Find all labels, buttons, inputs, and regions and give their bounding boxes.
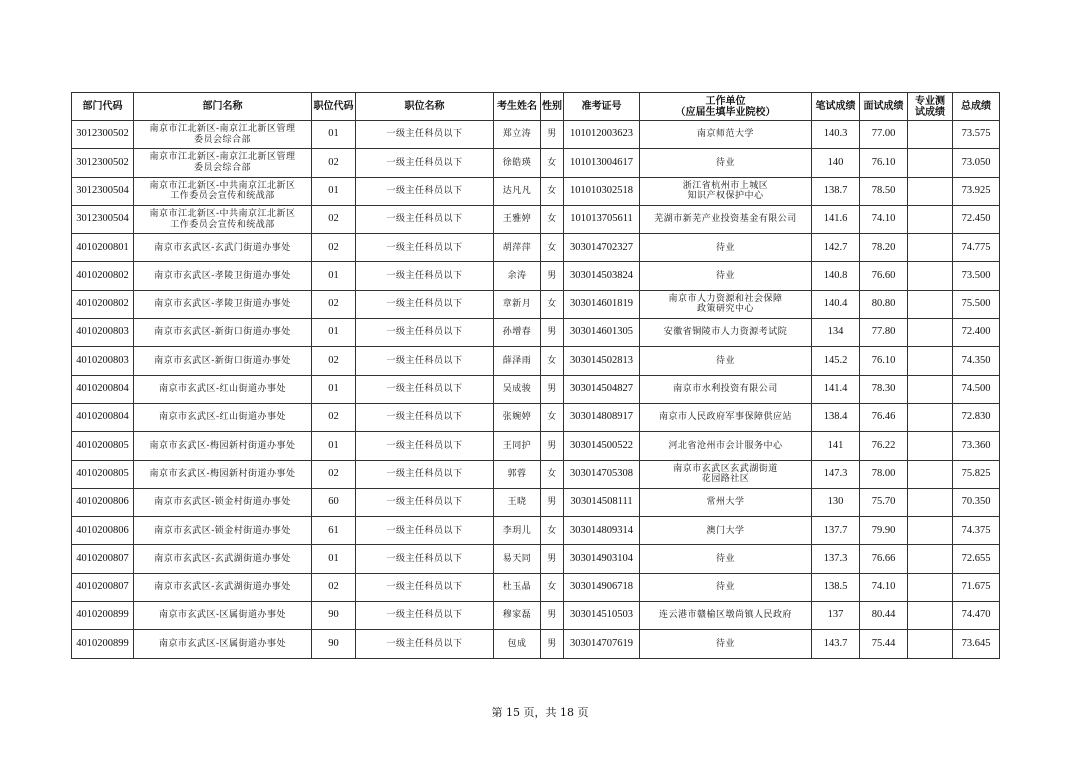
cell-dept-code: 4010200805 [72,432,134,460]
cell-gender: 男 [541,630,564,658]
cell-written-score: 143.7 [812,630,860,658]
cell-total-score: 70.350 [953,488,1000,516]
cell-total-score: 72.450 [953,205,1000,233]
cell-work-unit: 连云港市赣榆区墩尚镇人民政府 [640,602,812,630]
cell-interview-score: 80.80 [860,290,908,318]
cell-interview-score: 76.22 [860,432,908,460]
cell-position-name: 一级主任科员以下 [356,177,494,205]
cell-exam-number: 101013705611 [564,205,640,233]
cell-professional-score [908,432,953,460]
cell-candidate-name: 郑立涛 [494,121,541,149]
table-row [72,517,1000,545]
cell-total-score: 74.775 [953,234,1000,262]
header-dept-name: 部门名称 [134,93,312,121]
cell-position-code: 01 [312,432,356,460]
cell-work-unit: 安徽省铜陵市人力资源考试院 [640,319,812,347]
cell-candidate-name: 薛泽雨 [494,347,541,375]
cell-gender: 女 [541,205,564,233]
table-body [72,121,1000,659]
cell-professional-score [908,460,953,488]
cell-dept-code: 4010200805 [72,460,134,488]
cell-dept-code: 4010200804 [72,403,134,431]
cell-written-score: 142.7 [812,234,860,262]
cell-professional-score [908,205,953,233]
cell-interview-score: 78.20 [860,234,908,262]
results-table [71,92,1000,659]
cell-work-unit: 待业 [640,545,812,573]
cell-dept-code: 3012300502 [72,149,134,177]
cell-total-score: 72.400 [953,319,1000,347]
table-row [72,545,1000,573]
table-row [72,375,1000,403]
cell-position-code: 02 [312,205,356,233]
cell-written-score: 130 [812,488,860,516]
cell-dept-name: 南京市江北新区-中共南京江北新区 工作委员会宣传和统战部 [134,205,312,233]
cell-exam-number: 303014705308 [564,460,640,488]
cell-written-score: 140.3 [812,121,860,149]
cell-position-name: 一级主任科员以下 [356,602,494,630]
cell-professional-score [908,602,953,630]
cell-gender: 男 [541,121,564,149]
cell-candidate-name: 达凡凡 [494,177,541,205]
cell-written-score: 140 [812,149,860,177]
cell-position-code: 02 [312,290,356,318]
cell-work-unit: 待业 [640,149,812,177]
cell-position-code: 61 [312,517,356,545]
cell-work-unit: 待业 [640,234,812,262]
cell-total-score: 72.655 [953,545,1000,573]
cell-candidate-name: 章新月 [494,290,541,318]
cell-dept-name: 南京市玄武区-梅园新村街道办事处 [134,460,312,488]
cell-written-score: 138.4 [812,403,860,431]
cell-position-code: 02 [312,347,356,375]
cell-dept-name: 南京市玄武区-锁金村街道办事处 [134,488,312,516]
cell-position-code: 01 [312,375,356,403]
cell-dept-code: 4010200803 [72,347,134,375]
cell-dept-name: 南京市玄武区-玄武门街道办事处 [134,234,312,262]
cell-dept-name: 南京市玄武区-红山街道办事处 [134,403,312,431]
cell-interview-score: 80.44 [860,602,908,630]
cell-candidate-name: 张婉婷 [494,403,541,431]
table-row [72,630,1000,658]
cell-professional-score [908,234,953,262]
cell-written-score: 140.8 [812,262,860,290]
cell-dept-name: 南京市玄武区-锁金村街道办事处 [134,517,312,545]
cell-gender: 女 [541,149,564,177]
header-written-score: 笔试成绩 [812,93,860,121]
cell-dept-name: 南京市玄武区-区属街道办事处 [134,630,312,658]
cell-dept-name: 南京市江北新区-南京江北新区管理 委员会综合部 [134,149,312,177]
cell-interview-score: 78.00 [860,460,908,488]
cell-interview-score: 76.10 [860,347,908,375]
cell-gender: 男 [541,488,564,516]
cell-position-code: 02 [312,403,356,431]
cell-candidate-name: 王晓 [494,488,541,516]
cell-dept-code: 4010200803 [72,319,134,347]
cell-candidate-name: 李玥儿 [494,517,541,545]
cell-work-unit: 澳门大学 [640,517,812,545]
cell-gender: 女 [541,573,564,601]
header-interview-score: 面试成绩 [860,93,908,121]
cell-position-name: 一级主任科员以下 [356,121,494,149]
cell-interview-score: 76.46 [860,403,908,431]
cell-position-code: 01 [312,177,356,205]
cell-work-unit: 南京市人民政府军事保障供应站 [640,403,812,431]
cell-exam-number: 101010302518 [564,177,640,205]
cell-professional-score [908,121,953,149]
cell-written-score: 134 [812,319,860,347]
cell-position-name: 一级主任科员以下 [356,403,494,431]
cell-gender: 女 [541,517,564,545]
cell-professional-score [908,319,953,347]
cell-dept-code: 4010200807 [72,573,134,601]
cell-total-score: 74.470 [953,602,1000,630]
cell-dept-name: 南京市江北新区-中共南京江北新区 工作委员会宣传和统战部 [134,177,312,205]
cell-dept-name: 南京市玄武区-红山街道办事处 [134,375,312,403]
cell-candidate-name: 胡萍萍 [494,234,541,262]
table-row [72,177,1000,205]
cell-candidate-name: 易天同 [494,545,541,573]
cell-dept-name: 南京市玄武区-玄武湖街道办事处 [134,573,312,601]
cell-dept-code: 4010200807 [72,545,134,573]
cell-work-unit: 南京市人力资源和社会保障 政策研究中心 [640,290,812,318]
cell-interview-score: 76.66 [860,545,908,573]
cell-dept-name: 南京市玄武区-孝陵卫街道办事处 [134,290,312,318]
cell-candidate-name: 穆家磊 [494,602,541,630]
cell-dept-code: 4010200899 [72,602,134,630]
cell-professional-score [908,517,953,545]
cell-dept-code: 3012300504 [72,205,134,233]
cell-work-unit: 浙江省杭州市上城区 知识产权保护中心 [640,177,812,205]
cell-professional-score [908,290,953,318]
cell-position-name: 一级主任科员以下 [356,347,494,375]
cell-total-score: 73.360 [953,432,1000,460]
cell-dept-code: 4010200804 [72,375,134,403]
cell-work-unit: 南京市水利投资有限公司 [640,375,812,403]
cell-written-score: 137.7 [812,517,860,545]
cell-position-code: 90 [312,602,356,630]
table-header-row [72,93,1000,121]
cell-exam-number: 303014808917 [564,403,640,431]
table-row [72,149,1000,177]
cell-candidate-name: 王雅婷 [494,205,541,233]
cell-total-score: 74.375 [953,517,1000,545]
cell-position-code: 60 [312,488,356,516]
cell-position-name: 一级主任科员以下 [356,262,494,290]
cell-position-name: 一级主任科员以下 [356,545,494,573]
cell-exam-number: 101012003623 [564,121,640,149]
cell-gender: 男 [541,319,564,347]
cell-total-score: 73.925 [953,177,1000,205]
cell-work-unit: 待业 [640,262,812,290]
cell-exam-number: 303014502813 [564,347,640,375]
cell-interview-score: 77.00 [860,121,908,149]
table-row [72,432,1000,460]
table-row [72,262,1000,290]
table-row [72,403,1000,431]
table-row [72,234,1000,262]
cell-total-score: 75.500 [953,290,1000,318]
cell-total-score: 74.500 [953,375,1000,403]
cell-dept-code: 3012300504 [72,177,134,205]
cell-position-code: 02 [312,460,356,488]
cell-position-name: 一级主任科员以下 [356,630,494,658]
cell-position-code: 90 [312,630,356,658]
page-number: 第 15 页，共 18 页 [491,706,589,719]
cell-position-code: 01 [312,545,356,573]
cell-gender: 男 [541,375,564,403]
cell-candidate-name: 孙增春 [494,319,541,347]
cell-exam-number: 303014809314 [564,517,640,545]
header-position-code: 职位代码 [312,93,356,121]
cell-professional-score [908,149,953,177]
cell-exam-number: 303014707619 [564,630,640,658]
cell-candidate-name: 郭蓉 [494,460,541,488]
cell-written-score: 145.2 [812,347,860,375]
table-row [72,488,1000,516]
cell-professional-score [908,177,953,205]
table-row [72,290,1000,318]
cell-position-name: 一级主任科员以下 [356,234,494,262]
cell-exam-number: 303014601305 [564,319,640,347]
cell-interview-score: 75.70 [860,488,908,516]
cell-dept-name: 南京市江北新区-南京江北新区管理 委员会综合部 [134,121,312,149]
cell-position-name: 一级主任科员以下 [356,432,494,460]
cell-total-score: 73.050 [953,149,1000,177]
cell-interview-score: 75.44 [860,630,908,658]
cell-professional-score [908,545,953,573]
cell-professional-score [908,403,953,431]
cell-dept-name: 南京市玄武区-区属街道办事处 [134,602,312,630]
table-row [72,573,1000,601]
cell-total-score: 72.830 [953,403,1000,431]
cell-work-unit: 南京市玄武区玄武湖街道 花园路社区 [640,460,812,488]
cell-position-name: 一级主任科员以下 [356,149,494,177]
cell-interview-score: 76.60 [860,262,908,290]
cell-work-unit: 常州大学 [640,488,812,516]
cell-total-score: 75.825 [953,460,1000,488]
cell-dept-name: 南京市玄武区-梅园新村街道办事处 [134,432,312,460]
table-row [72,121,1000,149]
cell-written-score: 147.3 [812,460,860,488]
cell-total-score: 73.575 [953,121,1000,149]
header-exam-number: 准考证号 [564,93,640,121]
cell-position-name: 一级主任科员以下 [356,460,494,488]
cell-interview-score: 78.30 [860,375,908,403]
cell-interview-score: 79.90 [860,517,908,545]
cell-dept-code: 4010200899 [72,630,134,658]
cell-position-code: 01 [312,319,356,347]
cell-interview-score: 78.50 [860,177,908,205]
cell-gender: 女 [541,347,564,375]
cell-professional-score [908,262,953,290]
cell-professional-score [908,630,953,658]
cell-position-code: 02 [312,149,356,177]
cell-gender: 女 [541,290,564,318]
header-position-name: 职位名称 [356,93,494,121]
cell-work-unit: 待业 [640,573,812,601]
cell-total-score: 71.675 [953,573,1000,601]
table-row [72,602,1000,630]
header-candidate-name: 考生姓名 [494,93,541,121]
cell-gender: 女 [541,177,564,205]
cell-written-score: 141.4 [812,375,860,403]
cell-position-name: 一级主任科员以下 [356,205,494,233]
cell-exam-number: 303014503824 [564,262,640,290]
cell-gender: 男 [541,602,564,630]
cell-work-unit: 南京师范大学 [640,121,812,149]
cell-dept-code: 4010200806 [72,517,134,545]
cell-work-unit: 待业 [640,347,812,375]
cell-candidate-name: 包成 [494,630,541,658]
cell-candidate-name: 吴成骏 [494,375,541,403]
cell-exam-number: 303014601819 [564,290,640,318]
cell-dept-name: 南京市玄武区-新街口街道办事处 [134,319,312,347]
cell-interview-score: 76.10 [860,149,908,177]
cell-position-name: 一级主任科员以下 [356,517,494,545]
cell-exam-number: 101013004617 [564,149,640,177]
cell-position-name: 一级主任科员以下 [356,319,494,347]
cell-professional-score [908,375,953,403]
cell-dept-name: 南京市玄武区-新街口街道办事处 [134,347,312,375]
cell-written-score: 138.5 [812,573,860,601]
cell-written-score: 137.3 [812,545,860,573]
cell-interview-score: 74.10 [860,573,908,601]
cell-written-score: 141 [812,432,860,460]
header-dept-code: 部门代码 [72,93,134,121]
table-row [72,460,1000,488]
cell-position-code: 02 [312,234,356,262]
cell-dept-code: 3012300502 [72,121,134,149]
header-work-unit: 工作单位 （应届生填毕业院校） [640,93,812,121]
cell-professional-score [908,488,953,516]
cell-position-name: 一级主任科员以下 [356,290,494,318]
cell-position-name: 一级主任科员以下 [356,573,494,601]
cell-interview-score: 77.80 [860,319,908,347]
cell-written-score: 138.7 [812,177,860,205]
cell-professional-score [908,573,953,601]
cell-candidate-name: 余涛 [494,262,541,290]
cell-dept-name: 南京市玄武区-孝陵卫街道办事处 [134,262,312,290]
cell-professional-score [908,347,953,375]
table-row [72,347,1000,375]
cell-position-name: 一级主任科员以下 [356,488,494,516]
cell-exam-number: 303014702327 [564,234,640,262]
cell-total-score: 73.645 [953,630,1000,658]
cell-candidate-name: 王同护 [494,432,541,460]
cell-written-score: 140.4 [812,290,860,318]
cell-exam-number: 303014903104 [564,545,640,573]
cell-written-score: 141.6 [812,205,860,233]
cell-position-code: 01 [312,121,356,149]
cell-exam-number: 303014508111 [564,488,640,516]
cell-gender: 女 [541,460,564,488]
cell-interview-score: 74.10 [860,205,908,233]
cell-dept-code: 4010200802 [72,262,134,290]
cell-exam-number: 303014906718 [564,573,640,601]
cell-dept-code: 4010200802 [72,290,134,318]
cell-gender: 女 [541,403,564,431]
cell-work-unit: 待业 [640,630,812,658]
cell-dept-code: 4010200806 [72,488,134,516]
cell-total-score: 74.350 [953,347,1000,375]
cell-exam-number: 303014500522 [564,432,640,460]
table-row [72,319,1000,347]
cell-gender: 男 [541,262,564,290]
cell-gender: 男 [541,432,564,460]
header-total-score: 总成绩 [953,93,1000,121]
cell-position-code: 01 [312,262,356,290]
cell-work-unit: 河北省沧州市会计服务中心 [640,432,812,460]
cell-dept-code: 4010200801 [72,234,134,262]
header-gender: 性别 [541,93,564,121]
cell-candidate-name: 杜玉晶 [494,573,541,601]
cell-written-score: 137 [812,602,860,630]
header-professional-score: 专业测 试成绩 [908,93,953,121]
cell-position-name: 一级主任科员以下 [356,375,494,403]
cell-gender: 男 [541,545,564,573]
table-row [72,205,1000,233]
cell-position-code: 02 [312,573,356,601]
cell-gender: 女 [541,234,564,262]
cell-exam-number: 303014510503 [564,602,640,630]
cell-work-unit: 芜湖市新芜产业投资基金有限公司 [640,205,812,233]
cell-dept-name: 南京市玄武区-玄武湖街道办事处 [134,545,312,573]
cell-total-score: 73.500 [953,262,1000,290]
cell-exam-number: 303014504827 [564,375,640,403]
cell-candidate-name: 徐皓瑛 [494,149,541,177]
